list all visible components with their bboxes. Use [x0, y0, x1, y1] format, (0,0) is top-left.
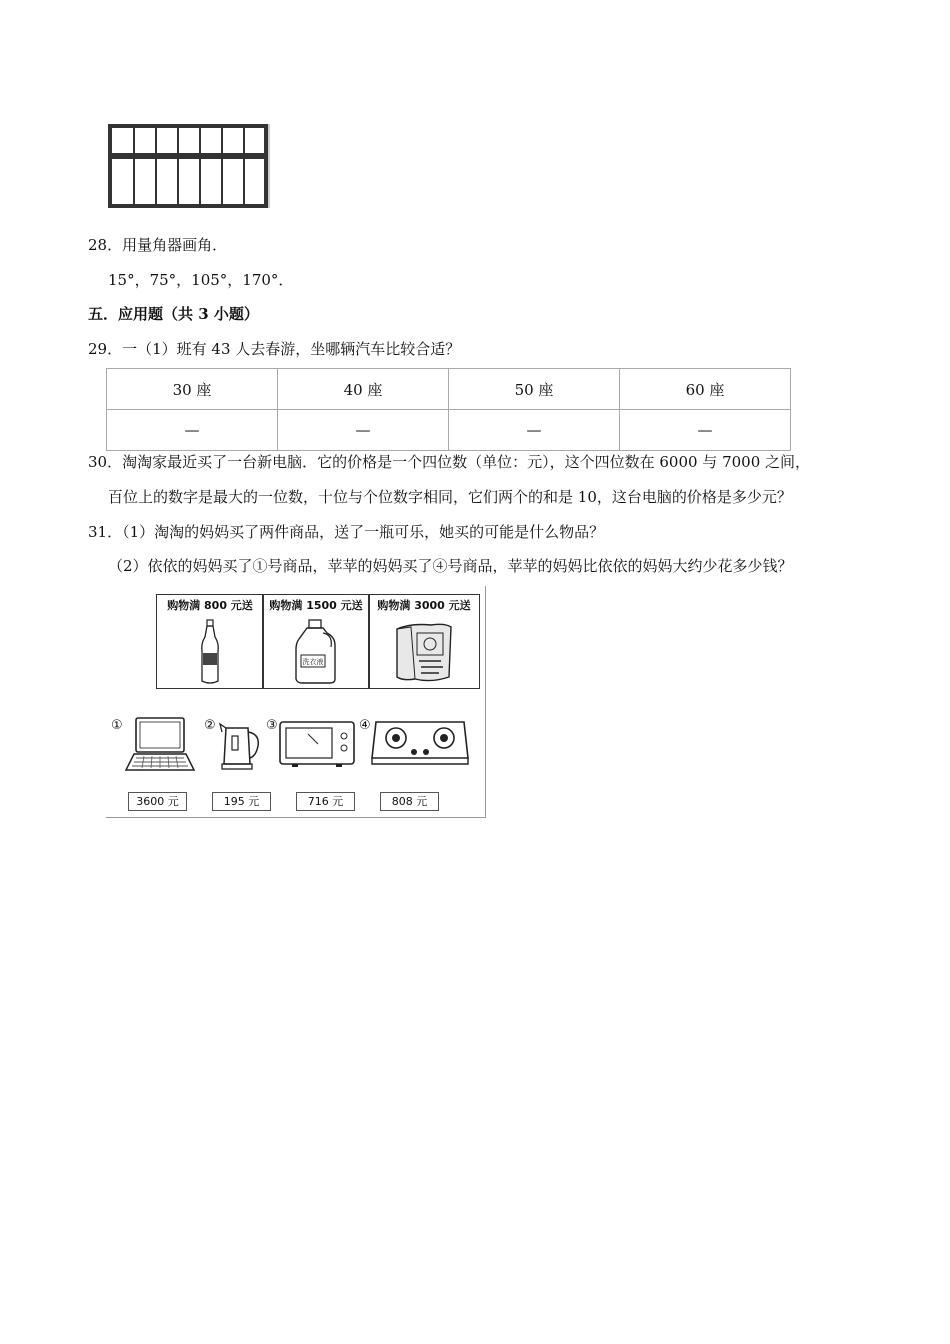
price-item-2: 195 元 — [212, 792, 271, 811]
abacus-figure — [108, 124, 270, 208]
kettle-icon — [218, 716, 262, 772]
q30-line2: 百位上的数字是最大的一位数，十位与个位数字相同，它们两个的和是 10，这台电脑的价格是多少元？ — [108, 488, 792, 506]
laptop-icon — [124, 716, 196, 774]
price-item-3: 716 元 — [296, 792, 355, 811]
q28-angles: 15°，75°，105°，170°． — [108, 271, 294, 289]
answer-cell-4[interactable]: — — [620, 410, 791, 451]
gift-title-1500: 购物满 1500 元送 — [269, 599, 363, 612]
rice-bag-icon — [391, 619, 457, 685]
seat-table — [106, 368, 791, 451]
q31-part2: （2）依依的妈妈买了①号商品，苹苹的妈妈买了④号商品，苹苹的妈妈比依依的妈妈大约少花多少钱？ — [108, 557, 793, 575]
header-60-seat: 60 座 — [620, 369, 791, 410]
gift-cell-3000 — [368, 594, 480, 689]
answer-cell-1[interactable]: — — [107, 410, 278, 451]
gift-cell-1500 — [262, 594, 370, 689]
detergent-bottle-icon — [293, 619, 339, 685]
q31-part1: 31．（1）淘淘的妈妈买了两件商品，送了一瓶可乐，她买的可能是什么物品？ — [88, 523, 605, 541]
item-number-1: ① — [111, 718, 123, 733]
gift-cell-800 — [156, 594, 264, 689]
answer-cell-2[interactable]: — — [278, 410, 449, 451]
svg-text:洗衣液: 洗衣液 — [302, 658, 324, 666]
header-50-seat: 50 座 — [449, 369, 620, 410]
gift-title-800: 购物满 800 元送 — [167, 599, 253, 612]
cola-bottle-icon — [199, 619, 221, 685]
header-40-seat: 40 座 — [278, 369, 449, 410]
price-item-4: 808 元 — [380, 792, 439, 811]
gift-title-3000: 购物满 3000 元送 — [377, 599, 471, 612]
answer-cell-3[interactable]: — — [449, 410, 620, 451]
shop-figure — [106, 586, 486, 818]
item-number-4: ④ — [359, 718, 371, 733]
item-number-3: ③ — [266, 718, 278, 733]
section-heading: 五．应用题（共 3 小题） — [88, 305, 259, 323]
q29-stem: 29．一（1）班有 43 人去春游，坐哪辆汽车比较合适？ — [88, 340, 461, 358]
table-header-row — [107, 369, 791, 410]
item-number-2: ② — [204, 718, 216, 733]
q30-line1: 30．淘淘家最近买了一台新电脑．它的价格是一个四位数（单位：元），这个四位数在 6000 与 7000 之间， — [88, 453, 811, 471]
gas-stove-icon — [370, 718, 470, 768]
price-item-1: 3600 元 — [128, 792, 187, 811]
microwave-icon — [278, 720, 356, 768]
table-answer-row — [107, 410, 791, 451]
q28-stem: 28．用量角器画角． — [88, 236, 228, 254]
header-30-seat: 30 座 — [107, 369, 278, 410]
